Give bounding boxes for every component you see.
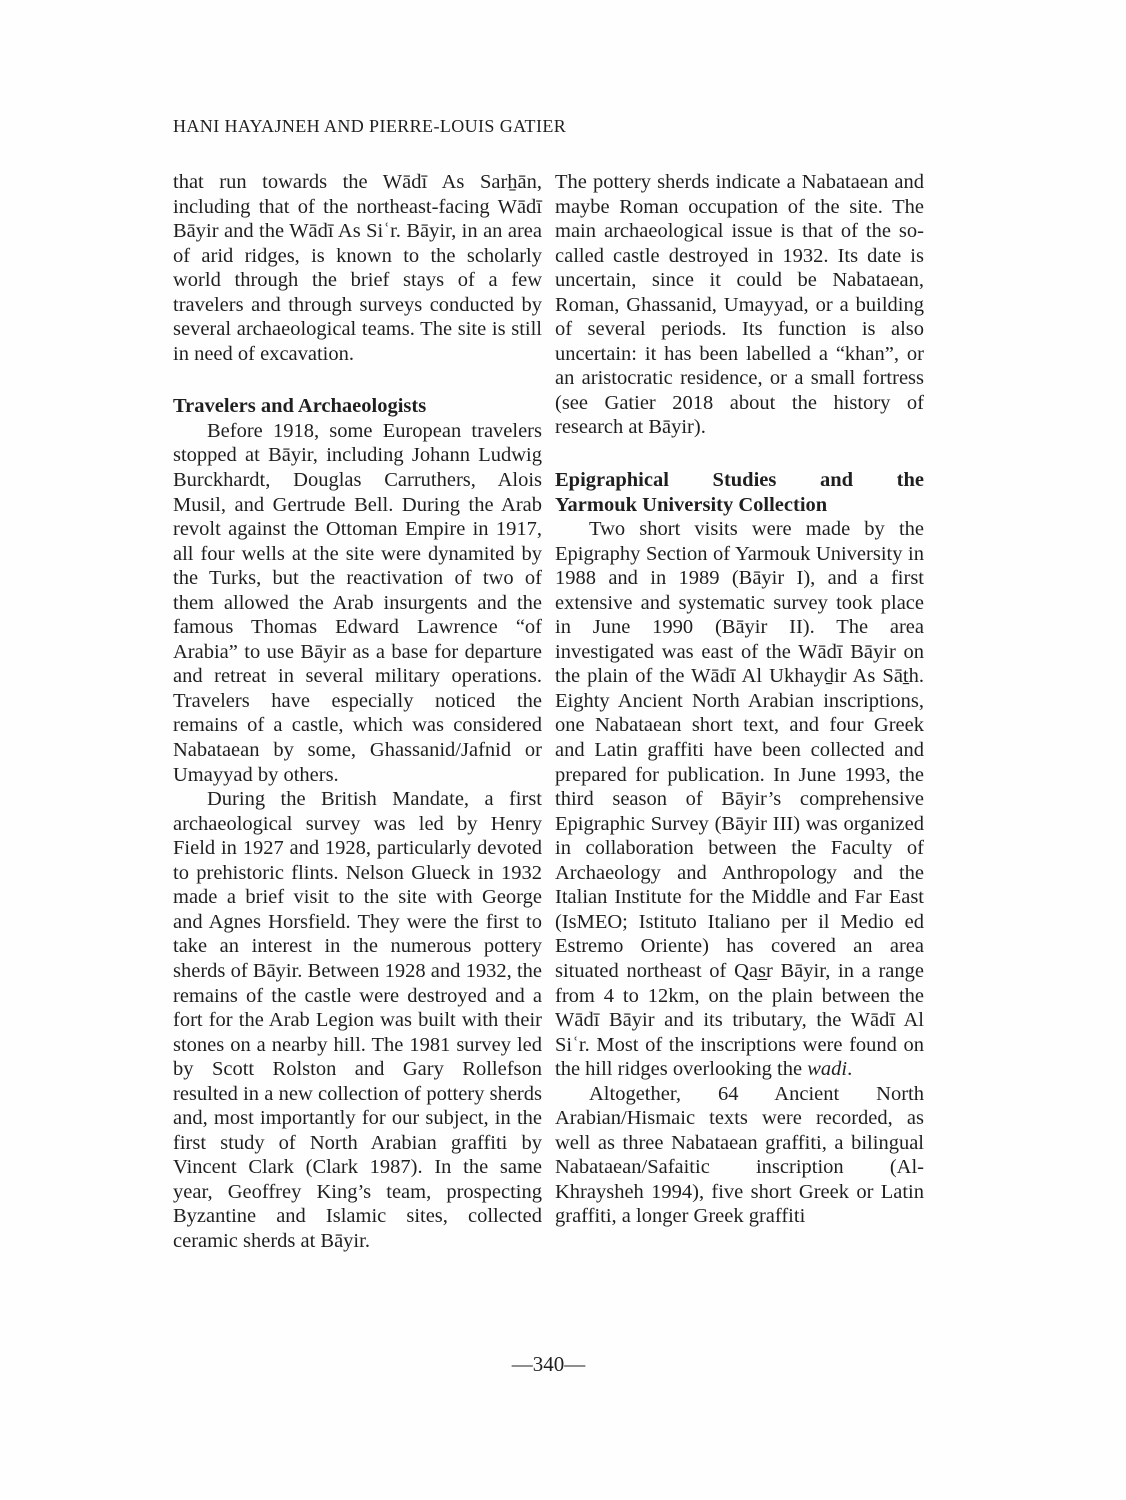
heading-line-1: Epigraphical Studies and the xyxy=(555,469,924,492)
paragraph-altogether: Altogether, 64 Ancient North Arabian/Hismaic texts were recorded, as well as three Nabataean graffiti, a bilingual Nabataean/Safaitic inscription (Al-Khraysheh 1994), five short Greek or Latin graffiti, a longer Greek graffiti xyxy=(555,1082,924,1228)
paragraph-visits-text: Two short visits were made by the Epigraphy Section of Yarmouk University in 1988 and in 1989 (Bāyir I), and a first extensive and systematic survey took place in June 1990 (Bāyir II). The area investigated was east of the Wādī Bāyir on the plain of the Wādī Al Ukhayḏir As Sāṯh. Eighty Ancient North Arabian inscriptions, one Nabataean short text, and four Greek and Latin graffiti have been collected and prepared for publication. In June 1993, the third season of Bāyir’s comprehensive Epigraphic Survey (Bāyir III) was organized in collaboration between the Faculty of Archaeology and Anthropology and the Italian Institute for the Middle and Far East (IsMEO; Istituto Italiano per il Medio ed Estremo Oriente) has covered an area situated northeast of Qas̲r Bāyir, in a range from 4 to 12km, on the plain between the Wādī Bāyir and its tributary, the Wādī Al Siʿr. Most of the inscriptions were found on the hill ridges overlooking the xyxy=(555,518,924,1081)
text-columns xyxy=(173,170,924,1254)
paragraph-mandate: During the British Mandate, a first archaeological survey was led by Henry Field in 1927 and 1928, particularly devoted to prehistoric flints. Nelson Glueck in 1932 made a brief visit to the site with George and Agnes Horsfield. They were the first to take an interest in the numerous pottery sherds of Bāyir. Between 1928 and 1932, the remains of the castle were destroyed and a fort for the Arab Legion was built with their stones on a nearby hill. The 1981 survey led by Scott Rolston and Gary Rollefson resulted in a new collection of pottery sherds and, most importantly for our subject, in the first study of North Arabian graffiti by Vincent Clark (Clark 1987). In the same year, Geoffrey King’s team, prospecting Byzantine and Islamic sites, collected ceramic sherds at Bāyir. xyxy=(173,788,542,1252)
right-column xyxy=(555,170,924,1254)
paragraph-pottery: The pottery sherds indicate a Nabataean and maybe Roman occupation of the site. The main archaeological issue is that of the so-called castle destroyed in 1932. Its date is uncertain, since it could be Nabataean, Roman, Ghassanid, Umayyad, or a building of several periods. Its function is also uncertain: it has been labelled a “khan”, or an aristocratic residence, or a small fortress (see Gatier 2018 about the history of research at Bāyir). xyxy=(555,171,924,439)
left-column xyxy=(173,170,542,1254)
heading-line-2: Yarmouk University Collection xyxy=(555,493,828,516)
paragraph-visits xyxy=(555,517,924,1082)
running-head: HANI HAYAJNEH AND PIERRE-LOUIS GATIER xyxy=(173,116,567,136)
paragraph-visits-end: . xyxy=(847,1058,853,1081)
section-heading-epigraphical xyxy=(555,468,924,517)
wadi-italic-word: wadi xyxy=(807,1058,848,1081)
page-number: —340— xyxy=(511,1352,586,1376)
section-heading-travelers: Travelers and Archaeologists xyxy=(173,395,427,418)
paragraph-continuation: that run towards the Wādī As Sarẖān, including that of the northeast-facing Wādī Bāyir and the Wādī As Siʿr. Bāyir, in an area of arid ridges, is known to the scholarly world through the brief stays of a few travelers and through surveys conducted by several archaeological teams. The site is still in need of excavation. xyxy=(173,171,542,365)
paragraph-travelers: Before 1918, some European travelers stopped at Bāyir, including Johann Ludwig Burckhardt, Douglas Carruthers, Alois Musil, and Gertrude Bell. During the Arab revolt against the Ottoman Empire in 1917, all four wells at the site were dynamited by the Turks, but the reactivation of two of them allowed the Arab insurgents and the famous Thomas Edward Lawrence “of Arabia” to use Bāyir as a base for departure and retreat in several military operations. Travelers have especially noticed the remains of a castle, which was considered Nabataean by some, Ghassanid/Jafnid or Umayyad by others. xyxy=(173,419,542,786)
